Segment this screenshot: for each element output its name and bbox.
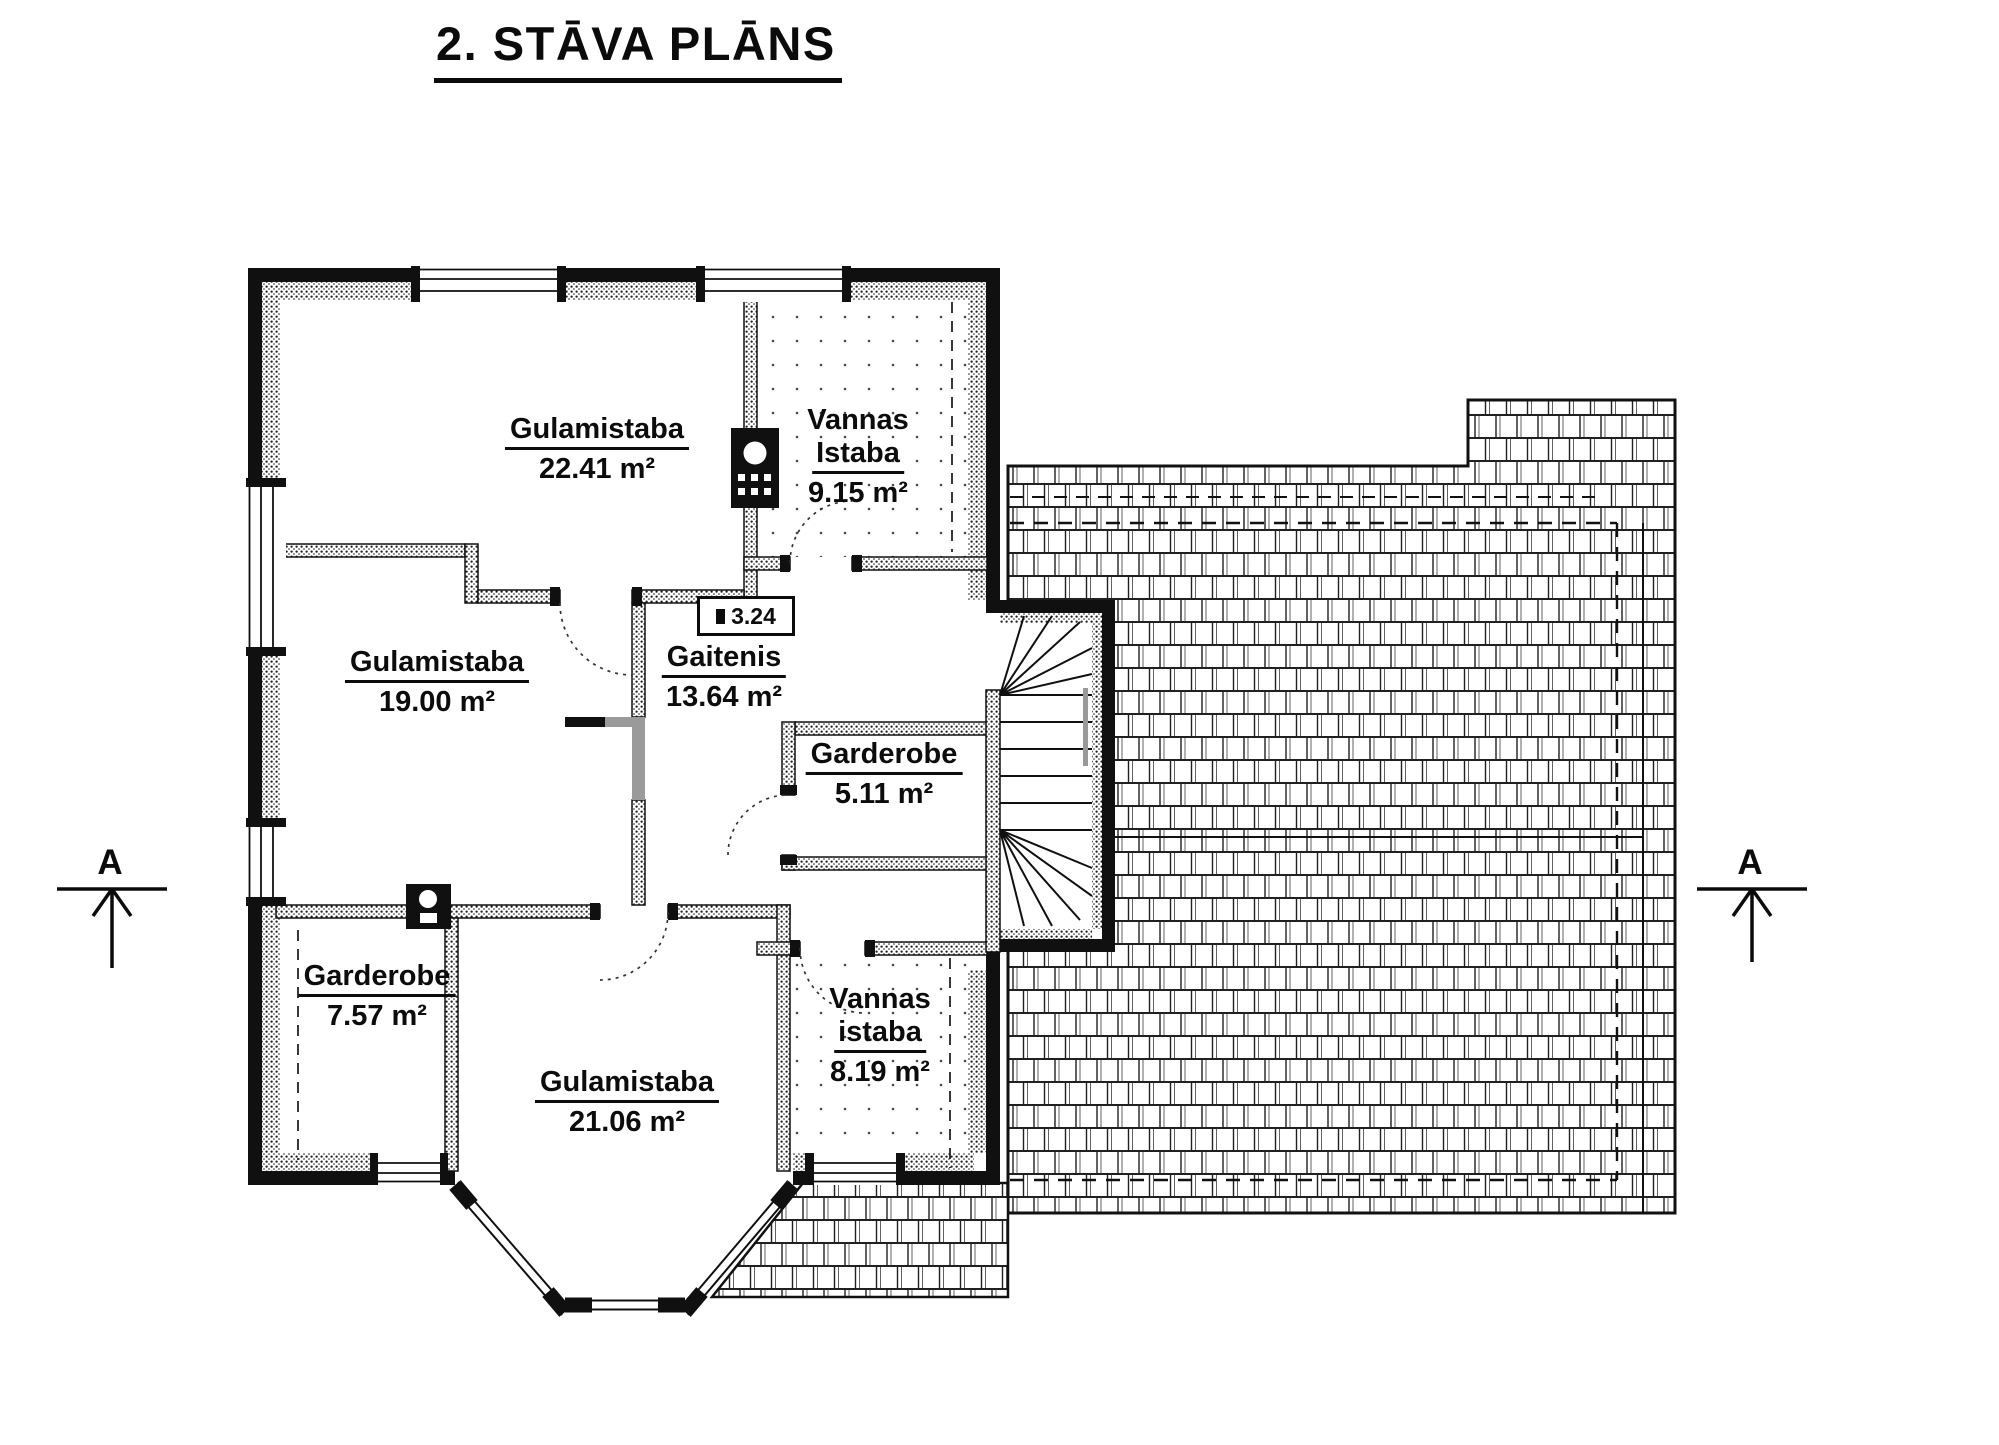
elevation-square-icon xyxy=(716,609,725,624)
room-label-closet-left xyxy=(299,960,456,1033)
room-area: 19.00 m² xyxy=(378,686,496,719)
room-label-bath-top xyxy=(807,404,909,510)
room-name: Istaba xyxy=(812,437,904,474)
room-label-bedroom-bottom xyxy=(535,1066,719,1139)
room-label-bath-bottom xyxy=(829,983,931,1089)
room-name: Vannas xyxy=(807,404,909,436)
section-label-a-left: A xyxy=(97,843,123,882)
elevation-value: 3.24 xyxy=(731,602,776,629)
chimney-icon xyxy=(731,428,779,508)
room-area: 5.11 m² xyxy=(834,778,934,811)
room-label-bedroom-top xyxy=(505,413,689,486)
room-name: Garderobe xyxy=(806,738,963,775)
chimney-icon xyxy=(406,884,451,929)
room-name: Vannas xyxy=(829,983,931,1015)
room-area: 7.57 m² xyxy=(327,1000,427,1033)
page-title: 2. STĀVA PLĀNS xyxy=(434,16,842,83)
room-area: 22.41 m² xyxy=(538,453,656,486)
room-area: 13.64 m² xyxy=(665,681,783,714)
room-label-bedroom-mid xyxy=(345,646,529,719)
room-name: Gulamistaba xyxy=(535,1066,719,1103)
elevation-marker xyxy=(697,596,795,636)
room-label-hallway xyxy=(662,641,786,714)
room-label-closet-small xyxy=(806,738,963,811)
room-area: 21.06 m² xyxy=(568,1106,686,1139)
section-marker-right xyxy=(1697,889,1807,962)
section-label-a-right: A xyxy=(1737,843,1763,882)
section-marker-left xyxy=(57,889,167,968)
room-name: Garderobe xyxy=(299,960,456,997)
room-name: Gulamistaba xyxy=(345,646,529,683)
room-name: Gaitenis xyxy=(662,641,786,678)
room-area: 8.19 m² xyxy=(830,1056,930,1089)
room-area: 9.15 m² xyxy=(808,477,908,510)
room-name: istaba xyxy=(834,1016,926,1053)
room-name: Gulamistaba xyxy=(505,413,689,450)
